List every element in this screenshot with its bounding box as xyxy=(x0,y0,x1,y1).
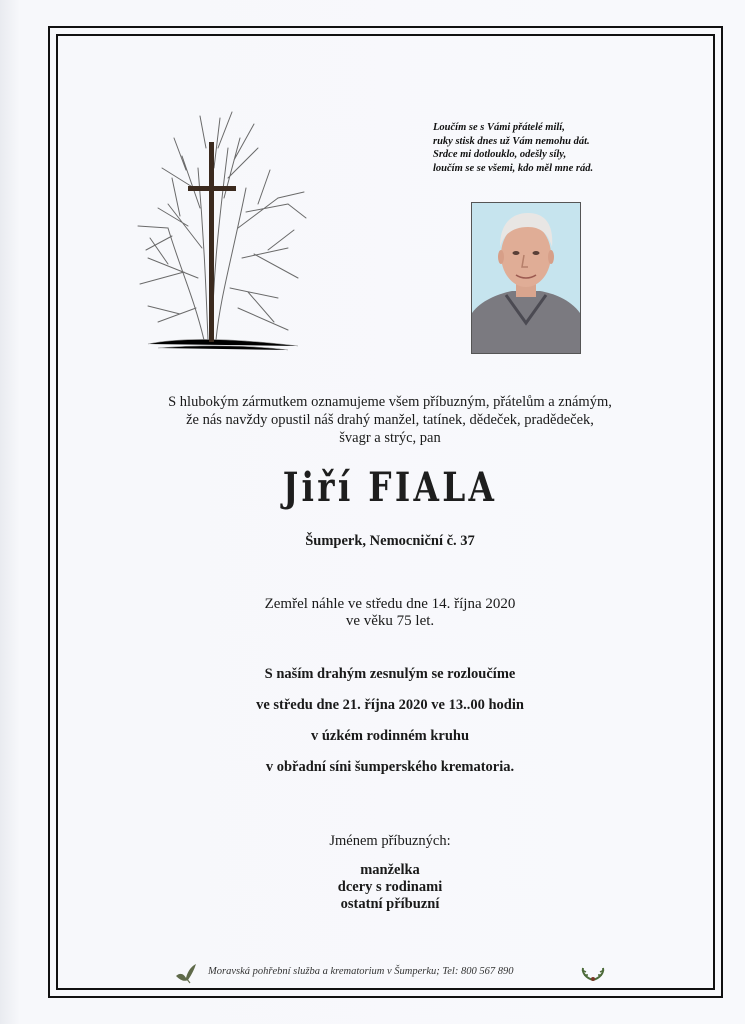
dove-icon xyxy=(174,962,198,984)
deceased-name: Jiří FIALA xyxy=(282,464,498,511)
verse-line: loučím se se všemi, kdo měl mne rád. xyxy=(433,162,594,174)
announcement-line: S hlubokým zármutkem oznamujeme všem příbuzným, přátelům a známým, xyxy=(168,394,612,410)
relative-item: manželka xyxy=(360,862,420,878)
funeral-line: v obřadní síni šumperského krematoria. xyxy=(265,759,515,775)
relative-item: dcery s rodinami xyxy=(337,879,443,895)
relatives-list xyxy=(100,862,680,913)
funeral-line: ve středu dne 21. října 2020 ve 13..00 hodin xyxy=(256,697,524,713)
relative-item: ostatní příbuzní xyxy=(340,896,440,912)
deceased-address: Šumperk, Nemocniční č. 37 xyxy=(305,533,475,549)
relatives-label: Jménem příbuzných: xyxy=(329,833,451,849)
tree-cross-illustration xyxy=(128,108,308,353)
death-info xyxy=(100,596,680,630)
funeral-line: S naším drahým zesnulým se rozloučíme xyxy=(264,666,516,682)
portrait-photo xyxy=(471,202,581,354)
verse-line: Loučím se s Vámi přátelé milí, xyxy=(433,122,565,133)
announcement-text xyxy=(100,393,680,447)
wreath-icon xyxy=(580,964,606,982)
death-info-line: ve věku 75 let. xyxy=(345,613,435,629)
farewell-verse xyxy=(433,121,673,175)
verse-line: Srdce mi dotlouklo, odešly síly, xyxy=(433,149,567,160)
announcement-line: švagr a strýc, pan xyxy=(339,430,441,446)
announcement-line: že nás navždy opustil náš drahý manžel, tatínek, dědeček, pradědeček, xyxy=(186,412,594,428)
funeral-line: v úzkém rodinném kruhu xyxy=(310,728,470,744)
verse-line: ruky stisk dnes už Vám nemohu dát. xyxy=(433,135,590,147)
death-info-line: Zemřel náhle ve středu dne 14. října 2020 xyxy=(264,596,516,612)
funeral-info xyxy=(100,666,680,790)
funeral-service-footer: Moravská pohřební služba a krematorium v Šumperku; Tel: 800 567 890 xyxy=(208,966,514,977)
